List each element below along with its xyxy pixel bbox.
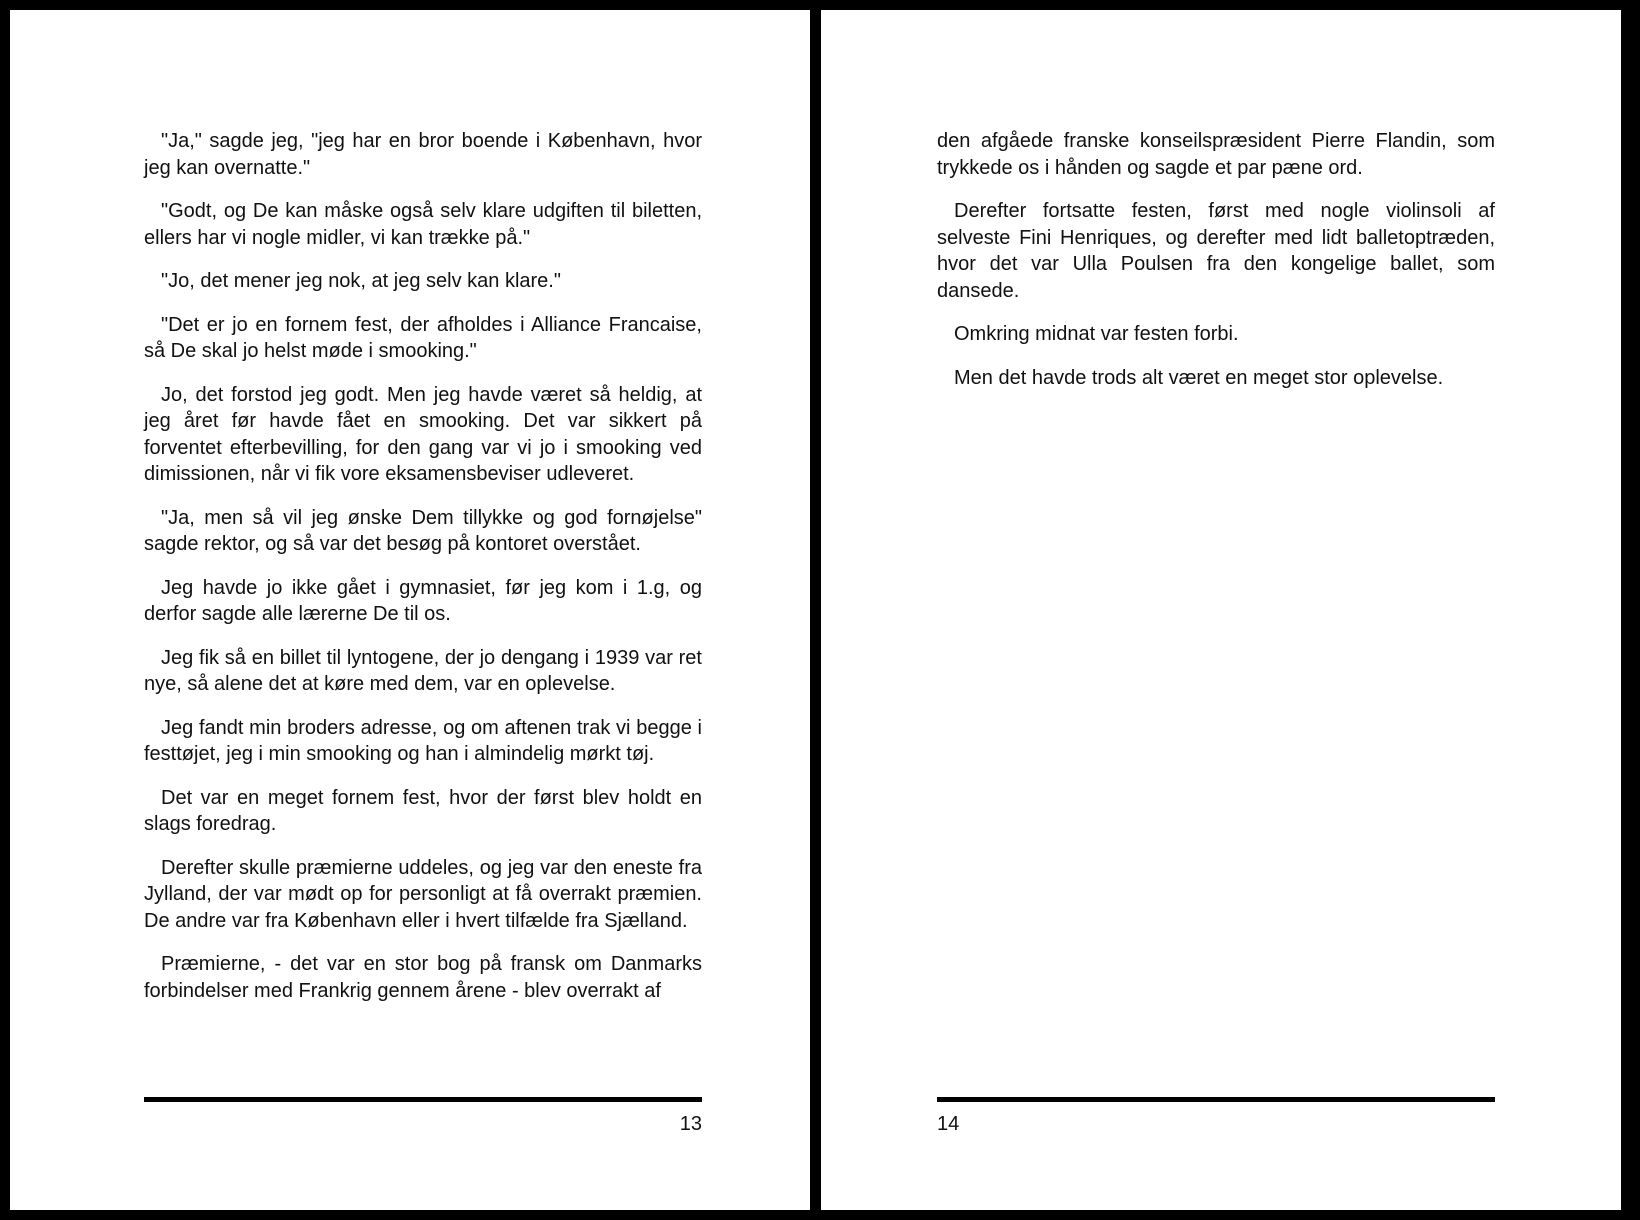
paragraph: Men det havde trods alt været en meget stor oplevelse.: [954, 366, 1444, 389]
paragraph: "Godt, og De kan måske også selv klare udgiften til biletten, ellers har vi nogle midler, vi kan trække på.": [144, 200, 702, 249]
paragraph: "Ja," sagde jeg, "jeg har en bror boende i København, hvor jeg kan overnatte.": [144, 130, 702, 179]
paragraph: Jeg havde jo ikke gået i gymnasiet, før jeg kom i 1.g, og derfor sagde alle lærerne De til os.: [144, 576, 702, 625]
paragraph: Jeg fandt min broders adresse, og om aftenen trak vi begge i festtøjet, jeg i min smooking og han i almindelig mørkt tøj.: [144, 716, 702, 765]
footer-rule: [937, 1097, 1495, 1102]
paragraph: "Ja, men så vil jeg ønske Dem tillykke og god fornøjelse" sagde rektor, og så var det besøg på kontoret overstået.: [144, 506, 702, 555]
paragraph: Jeg fik så en billet til lyntogene, der jo dengang i 1939 var ret nye, så alene det at køre med dem, var en oplevelse.: [144, 646, 702, 695]
footer-rule: [144, 1097, 702, 1102]
paragraph: Jo, det forstod jeg godt. Men jeg havde været så heldig, at jeg året før havde fået en smooking. Det var sikkert på forventet efterbevilling, for den gang var vi jo i smooking ved dimissionen, når vi fik vore eksamensbeviser udleveret.: [144, 383, 702, 485]
paragraph: Omkring midnat var festen forbi.: [954, 323, 1239, 345]
paragraph: Det var en meget fornem fest, hvor der først blev holdt en slags foredrag.: [144, 786, 702, 835]
paragraph: "Det er jo en fornem fest, der afholdes i Alliance Francaise, så De skal jo helst møde i smooking.": [144, 313, 702, 362]
left-page-text: [144, 128, 702, 1021]
paragraph: Præmierne, - det var en stor bog på fransk om Danmarks forbindelser med Frankrig gennem årene - blev overrakt af: [144, 953, 702, 1002]
right-page: [821, 10, 1621, 1210]
paragraph: Derefter fortsatte festen, først med nogle violinsoli af selveste Fini Henriques, og derefter med lidt balletoptræden, hvor det var Ulla Poulsen fra den kongelige ballet, som dansede.: [937, 200, 1495, 302]
left-page: [10, 10, 810, 1210]
right-page-text: [937, 128, 1495, 408]
paragraph: den afgåede franske konseilspræsident Pierre Flandin, som trykkede os i hånden og sagde et par pæne ord.: [937, 130, 1495, 179]
paragraph: Derefter skulle præmierne uddeles, og jeg var den eneste fra Jylland, der var mødt op for personligt at få overrakt præmien. De andre var fra København eller i hvert tilfælde fra Sjælland.: [144, 856, 702, 932]
page-number: 13: [679, 1113, 702, 1135]
paragraph: "Jo, det mener jeg nok, at jeg selv kan klare.": [161, 270, 561, 292]
page-number: 14: [937, 1113, 960, 1135]
